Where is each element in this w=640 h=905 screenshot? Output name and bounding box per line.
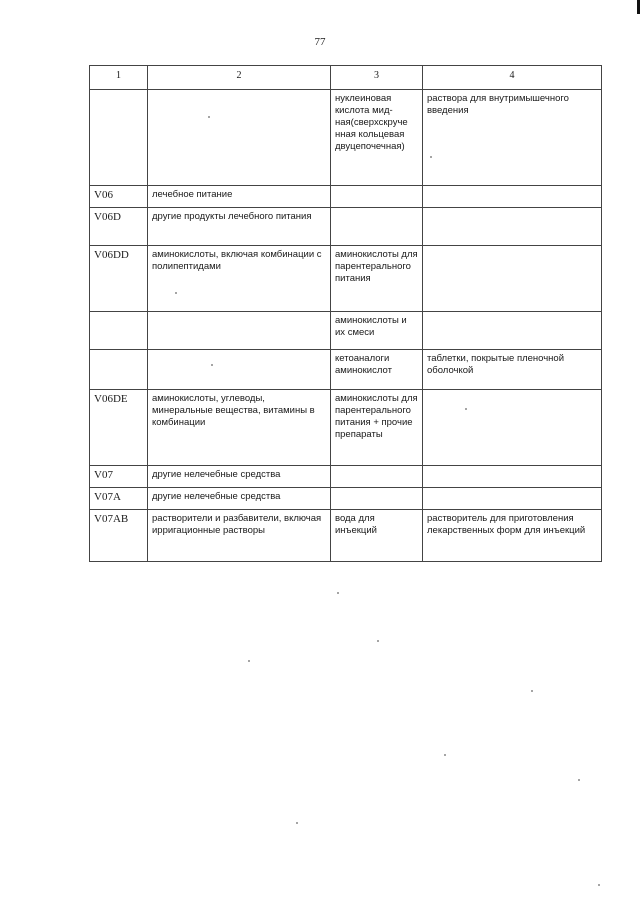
cell-name: растворители и разбавители, включая ирригационные растворы [148, 510, 331, 562]
cell-name: аминокислоты, углеводы, минеральные вещества, витамины в комбинации [148, 390, 331, 466]
cell-form: растворитель для приготовления лекарственных форм для инъекций [423, 510, 602, 562]
cell-name [148, 350, 331, 390]
cell-code: V07A [90, 488, 148, 510]
cell-name [148, 312, 331, 350]
cell-form: раствора для внутримышечного введения [423, 90, 602, 186]
cell-form [423, 208, 602, 246]
cell-substance: аминокислоты и их смеси [331, 312, 423, 350]
cell-substance [331, 466, 423, 488]
cell-form [423, 390, 602, 466]
cell-form [423, 246, 602, 312]
page-number: 77 [314, 36, 326, 48]
header-col-3: 3 [331, 66, 423, 90]
cell-code [90, 312, 148, 350]
cell-substance: аминокислоты для парентерального питания [331, 246, 423, 312]
cell-substance [331, 208, 423, 246]
cell-form [423, 186, 602, 208]
cell-name: лечебное питание [148, 186, 331, 208]
table-row [90, 90, 602, 186]
header-col-2: 2 [148, 66, 331, 90]
cell-name: аминокислоты, включая комбинации с полипептидами [148, 246, 331, 312]
cell-code [90, 350, 148, 390]
cell-name [148, 90, 331, 186]
table-row [90, 390, 602, 466]
header-col-4: 4 [423, 66, 602, 90]
cell-code: V06 [90, 186, 148, 208]
header-col-1: 1 [90, 66, 148, 90]
table-row [90, 466, 602, 488]
cell-form [423, 312, 602, 350]
cell-substance [331, 488, 423, 510]
cell-substance: аминокислоты для парентерального питания + прочие препараты [331, 390, 423, 466]
drug-classification-table [89, 65, 602, 562]
cell-form [423, 488, 602, 510]
table-body [90, 90, 602, 562]
table-row [90, 208, 602, 246]
cell-name: другие продукты лечебного питания [148, 208, 331, 246]
table-row [90, 510, 602, 562]
cell-form: таблетки, покрытые пленочной оболочкой [423, 350, 602, 390]
table-row [90, 350, 602, 390]
table-row [90, 488, 602, 510]
cell-substance [331, 186, 423, 208]
cell-substance: вода для инъекций [331, 510, 423, 562]
table-row [90, 186, 602, 208]
cell-code: V06DD [90, 246, 148, 312]
cell-code [90, 90, 148, 186]
table-row [90, 312, 602, 350]
table-row [90, 246, 602, 312]
cell-code: V07 [90, 466, 148, 488]
cell-substance: нуклеиновая кислота мид-ная(сверхскруче нная кольцевая двуцепочечная) [331, 90, 423, 186]
cell-substance: кетоаналоги аминокислот [331, 350, 423, 390]
cell-code: V07AB [90, 510, 148, 562]
cell-code: V06D [90, 208, 148, 246]
table-header-row [90, 66, 602, 90]
cell-name: другие нелечебные средства [148, 488, 331, 510]
cell-code: V06DE [90, 390, 148, 466]
cell-name: другие нелечебные средства [148, 466, 331, 488]
cell-form [423, 466, 602, 488]
